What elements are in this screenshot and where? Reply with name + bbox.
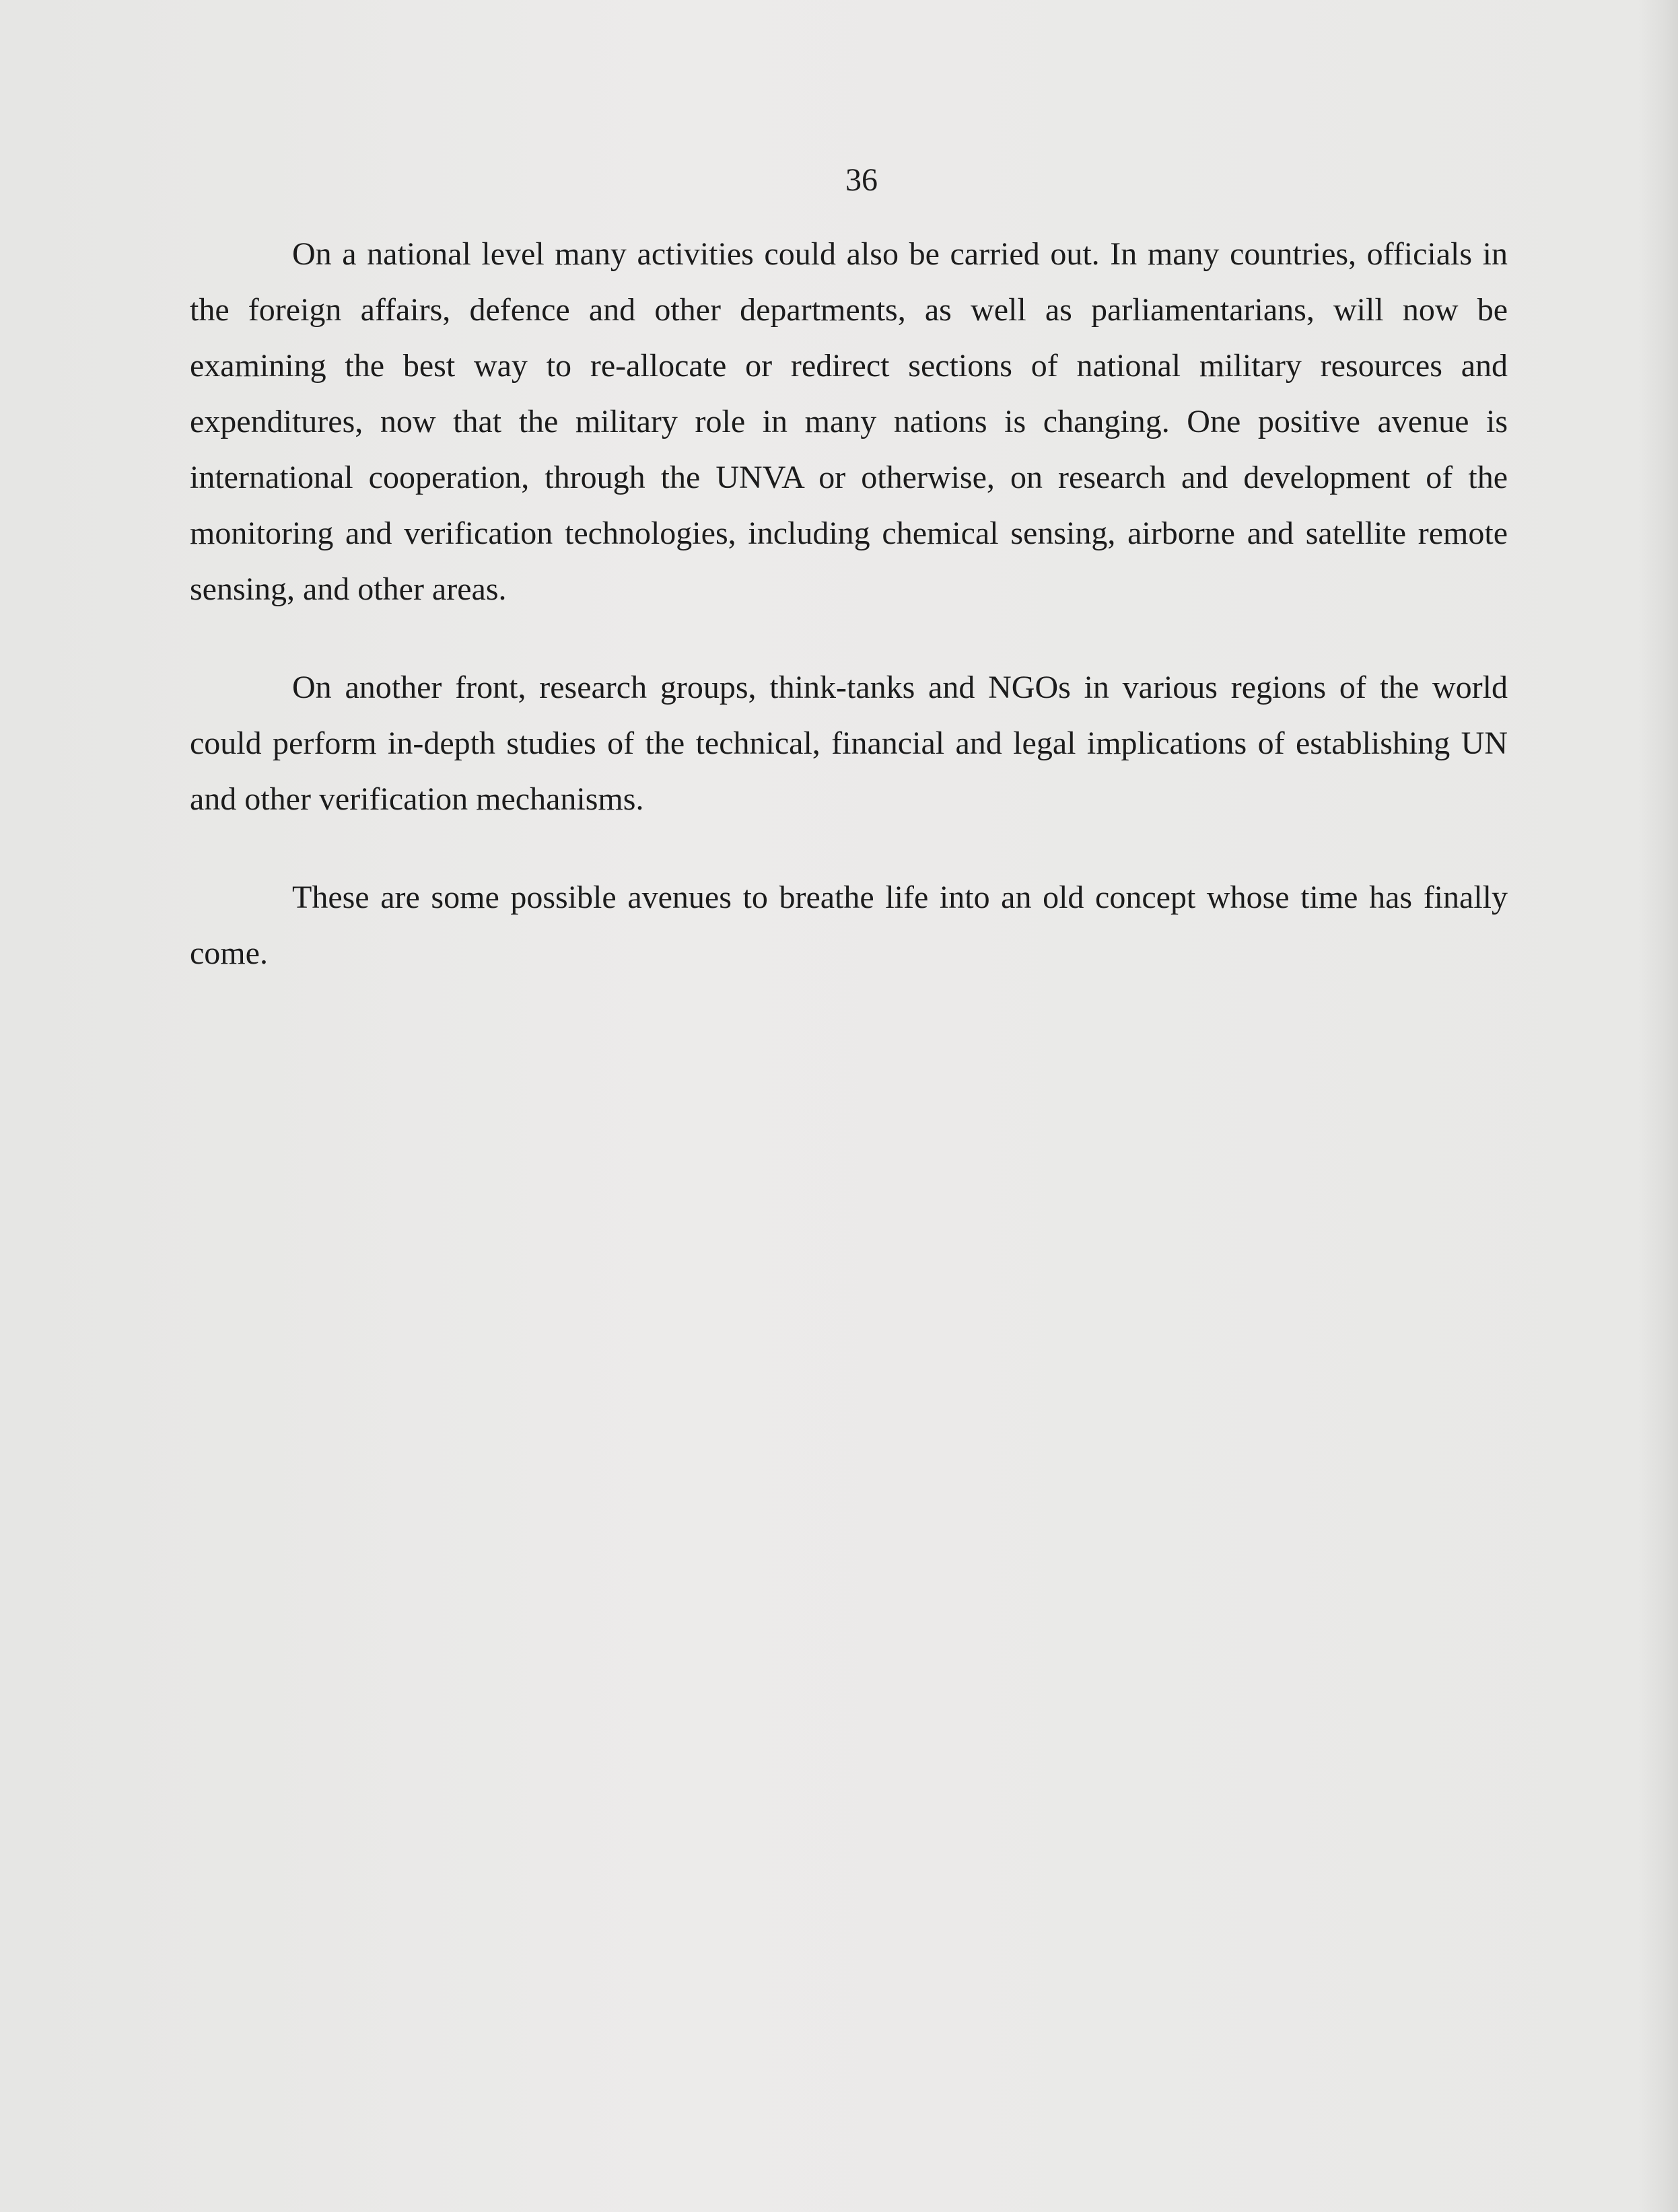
page-number: 36 xyxy=(845,162,878,198)
body-text xyxy=(190,226,1508,981)
page-edge-shadow xyxy=(1638,0,1678,2212)
paragraph-national-level: On a national level many activities could also be carried out. In many countries, officials in the foreign affairs, defence and other departments, as well as parliamentarians, will now be examining the best way to re-allocate or redirect sections of national military resources and expenditures, now that the military role in many nations is changing. One positive avenue is international cooperation, through the UNVA or otherwise, on research and development of the monitoring and verification technologies, including chemical sensing, airborne and satellite remote sensing, and other areas. xyxy=(190,236,1508,607)
paragraph-research-groups: On another front, research groups, think-tanks and NGOs in various regions of the world could perform in-depth studies of the technical, financial and legal implications of establishing UN and other verification mechanisms. xyxy=(190,670,1508,817)
paragraph-closing: These are some possible avenues to breathe life into an old concept whose time has finally come. xyxy=(190,880,1508,971)
